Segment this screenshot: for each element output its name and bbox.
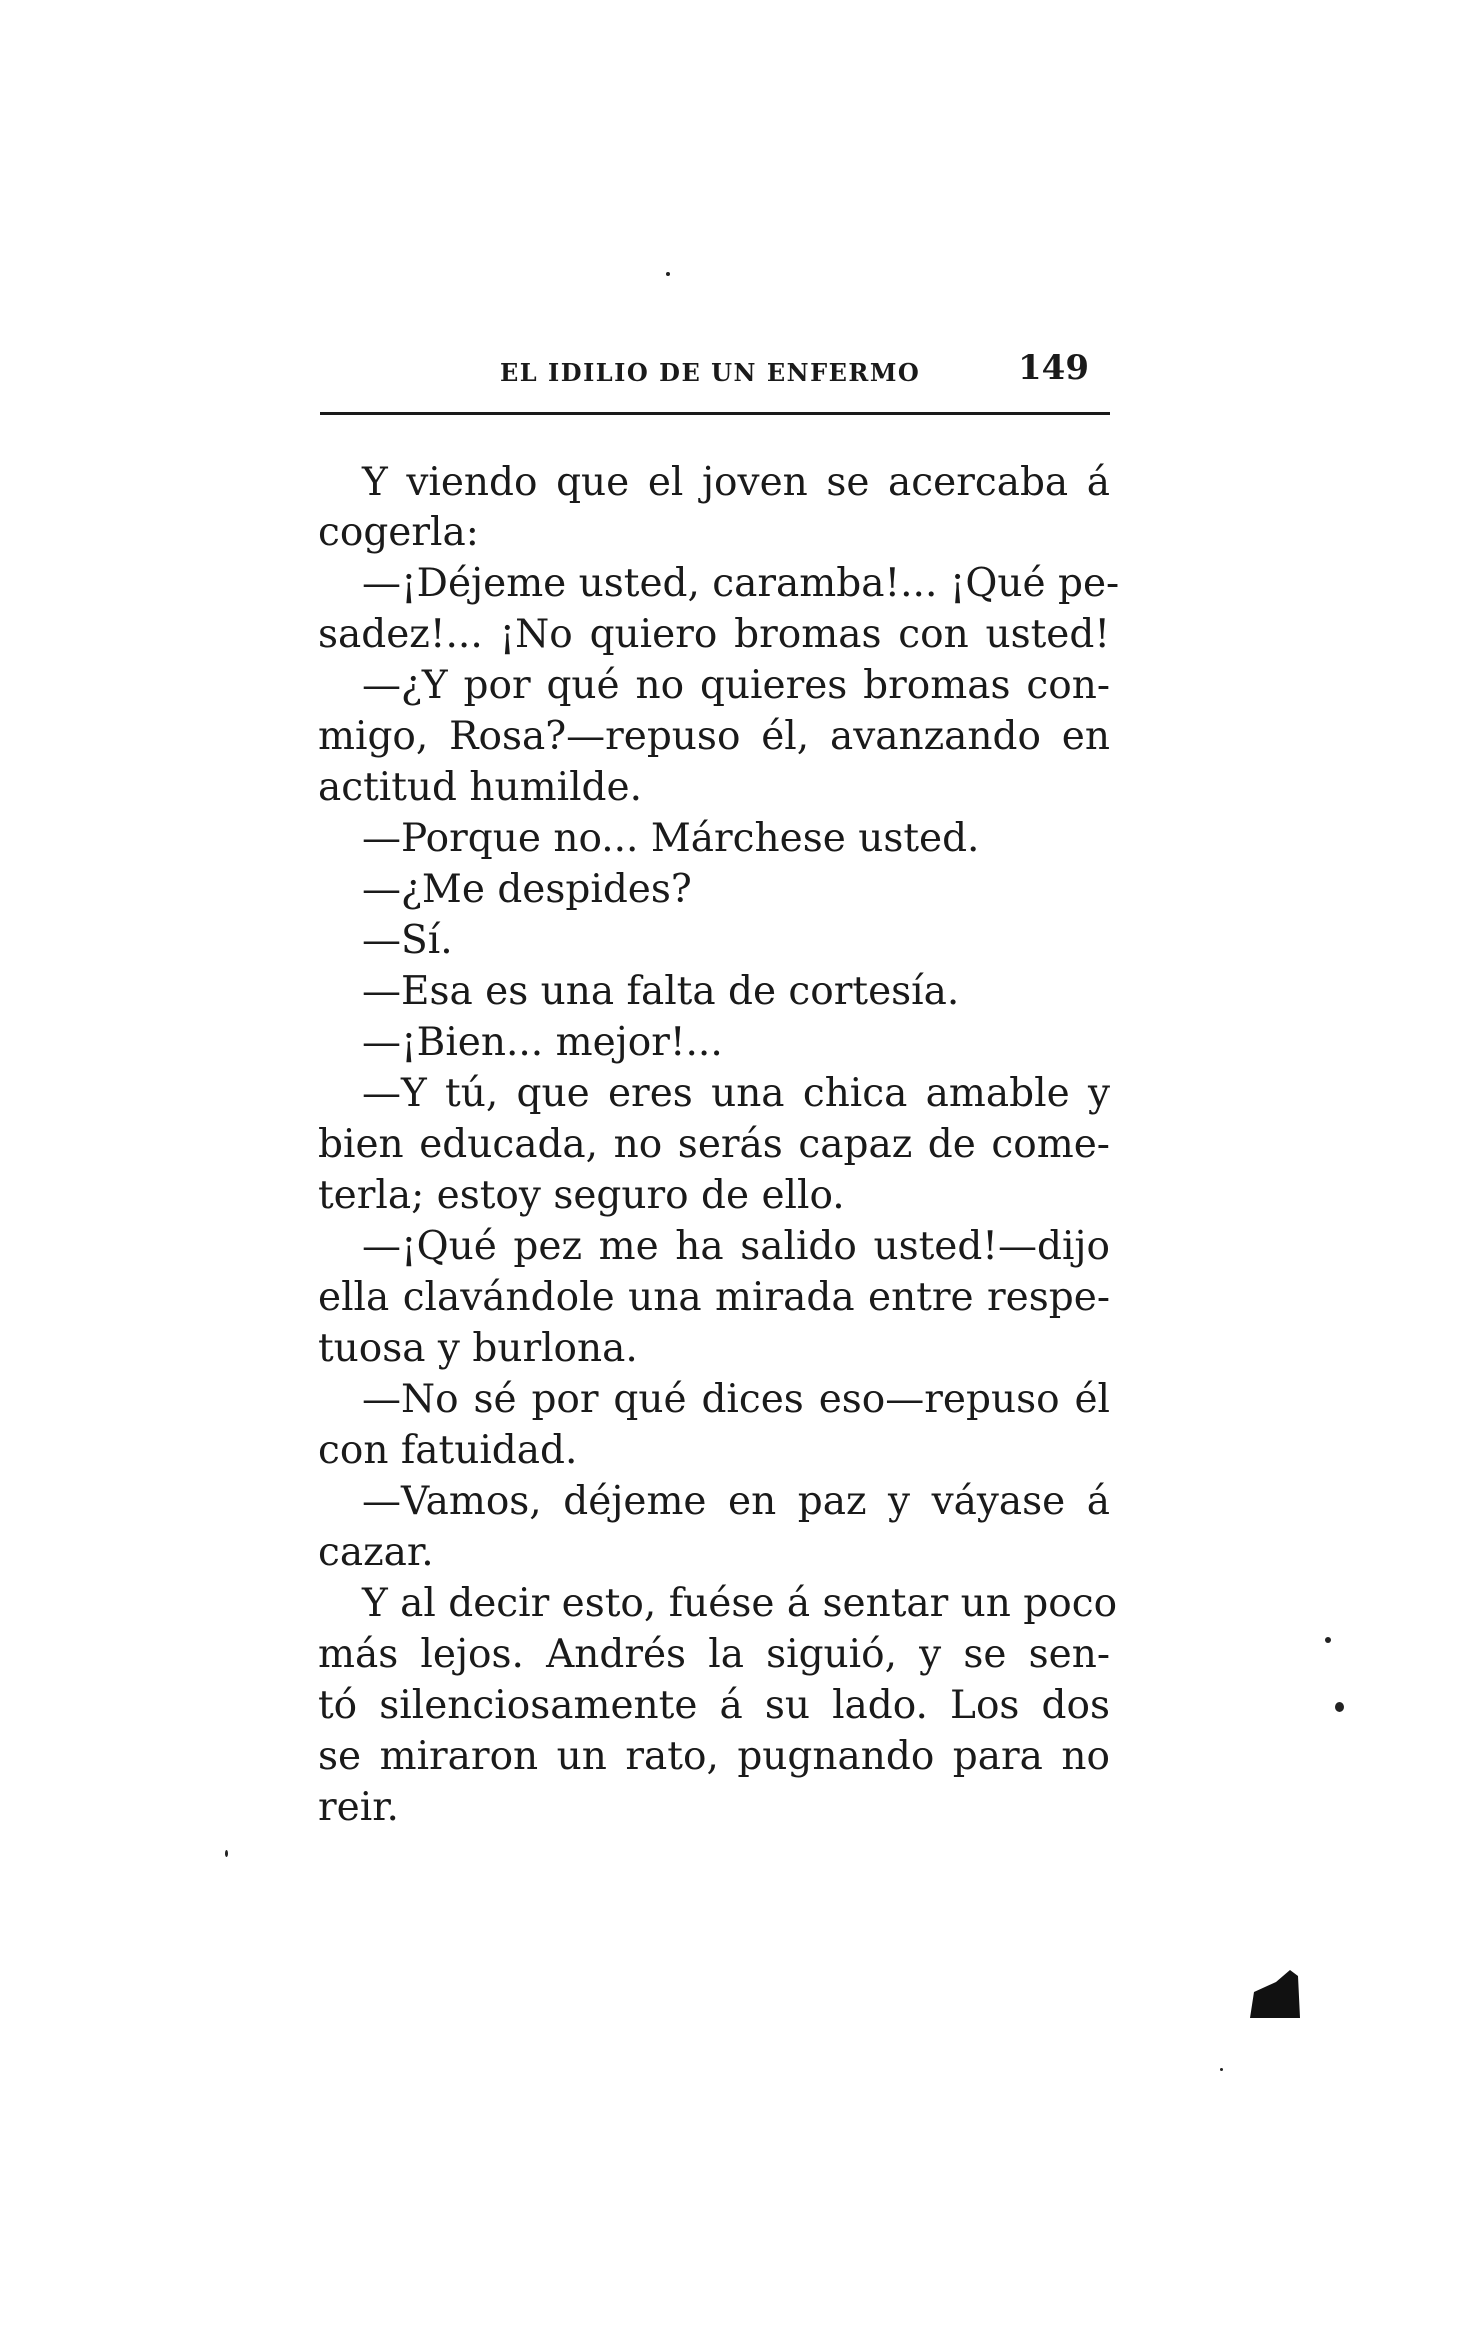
scan-speck bbox=[1220, 2068, 1223, 2071]
text-line: bien educada, no serás capaz de come- bbox=[318, 1122, 1110, 1167]
text-line: tuosa y burlona. bbox=[318, 1326, 638, 1371]
text-line: —Sí. bbox=[362, 918, 453, 963]
text-line: se miraron un rato, pugnando para no bbox=[318, 1734, 1110, 1779]
text-line: tó silenciosamente á su lado. Los dos bbox=[318, 1683, 1110, 1728]
text-line: Y viendo que el joven se acercaba á bbox=[362, 460, 1110, 505]
text-line: —¡Qué pez me ha salido usted!—dijo bbox=[362, 1224, 1110, 1269]
text-line: reir. bbox=[318, 1785, 399, 1830]
page-number: 149 bbox=[1018, 348, 1089, 388]
text-line: —No sé por qué dices eso—repuso él bbox=[362, 1377, 1110, 1422]
text-line: —¡Déjeme usted, caramba!... ¡Qué pe- bbox=[362, 561, 1120, 606]
scan-speck bbox=[225, 1850, 228, 1857]
text-line: —¿Me despides? bbox=[362, 867, 692, 912]
running-header-title: EL IDILIO DE UN ENFERMO bbox=[500, 358, 921, 387]
text-line: ella clavándole una mirada entre respe- bbox=[318, 1275, 1110, 1320]
text-line: —¡Bien... mejor!... bbox=[362, 1020, 723, 1065]
text-line: —Vamos, déjeme en paz y váyase á bbox=[362, 1479, 1110, 1524]
scan-speck bbox=[1335, 1702, 1344, 1712]
text-line: cogerla: bbox=[318, 510, 479, 555]
text-line: sadez!... ¡No quiero bromas con usted! bbox=[318, 612, 1110, 657]
text-line: con fatuidad. bbox=[318, 1428, 578, 1473]
text-line: terla; estoy seguro de ello. bbox=[318, 1173, 845, 1218]
text-line: actitud humilde. bbox=[318, 765, 642, 810]
text-line: —Esa es una falta de cortesía. bbox=[362, 969, 960, 1014]
text-line: —Y tú, que eres una chica amable y bbox=[362, 1071, 1110, 1116]
scan-speck bbox=[1325, 1637, 1331, 1643]
text-line: Y al decir esto, fuése á sentar un poco bbox=[362, 1581, 1118, 1626]
scan-speck bbox=[666, 272, 670, 276]
text-line: —¿Y por qué no quieres bromas con- bbox=[362, 663, 1110, 708]
text-line: cazar. bbox=[318, 1530, 434, 1575]
text-line: más lejos. Andrés la siguió, y se sen- bbox=[318, 1632, 1110, 1677]
ink-blot-mark bbox=[1246, 1968, 1314, 2020]
text-line: migo, Rosa?—repuso él, avanzando en bbox=[318, 714, 1110, 759]
text-line: —Porque no... Márchese usted. bbox=[362, 816, 980, 861]
header-rule bbox=[320, 412, 1110, 415]
